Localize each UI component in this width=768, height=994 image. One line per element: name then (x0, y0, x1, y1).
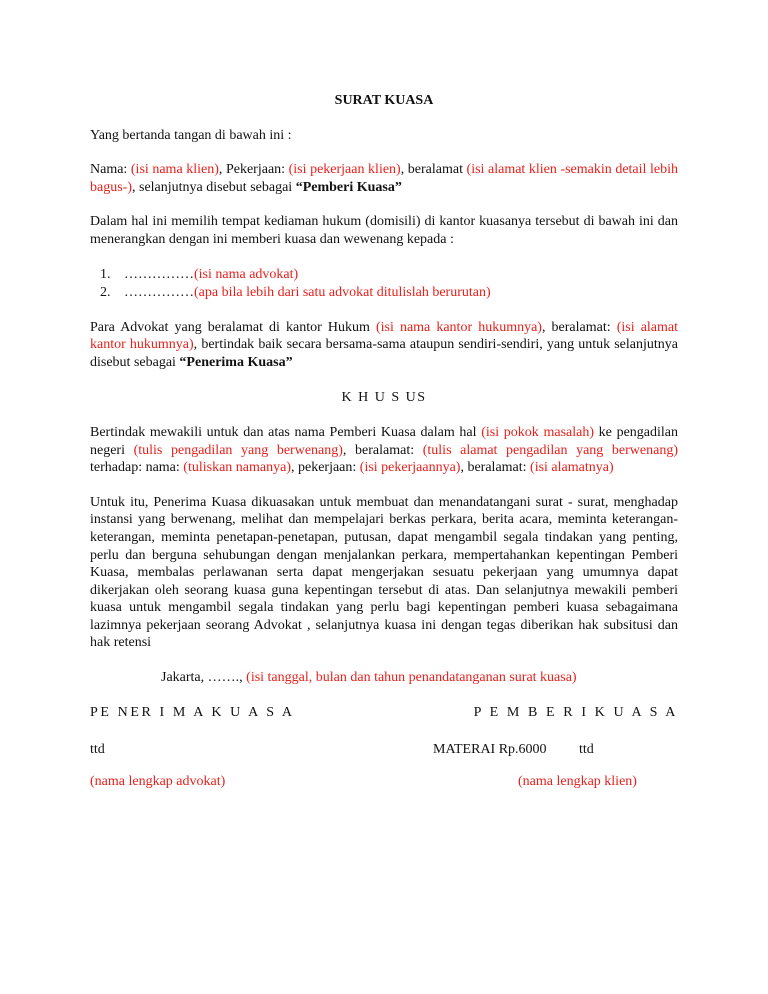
place-date-line (90, 669, 678, 687)
advocate-para-text: , beralamat: (541, 319, 617, 335)
document-title: SURAT KUASA (334, 93, 434, 108)
action-text: ke pengadilan negeri (90, 424, 678, 458)
client-text: , beralamat (400, 162, 467, 178)
client-paragraph (90, 161, 678, 196)
client-text: Nama: (90, 162, 131, 178)
opponent-job-placeholder: (isi pekerjaannya) (359, 460, 461, 476)
intro-line: Yang bertanda tangan di bawah ini : (90, 127, 292, 143)
domicile-paragraph: Dalam hal ini memilih tempat kediaman hukum (domisili) di kantor kuasanya tersebut di bawah ini dan menerangkan dengan ini memberi kuasa dan wewenang kepada : (90, 214, 678, 247)
action-text: , beralamat: (342, 442, 423, 458)
signature-labels (90, 704, 678, 722)
advocate-para-text: , bertindak baik secara bersama-sama ataupun sendiri-sendiri, yang untuk selanjutnya disebut sebagai (90, 337, 678, 370)
action-text: terhadap: nama: (90, 460, 184, 476)
client-text: , Pekerjaan: (218, 162, 289, 178)
matter-placeholder: (isi pokok masalah) (481, 424, 594, 440)
action-text: , beralamat: (460, 460, 531, 476)
advocate-list (90, 266, 678, 302)
giver-ttd: ttd (579, 742, 594, 758)
penerima-kuasa-term: “Penerima Kuasa” (179, 354, 293, 370)
opponent-address-placeholder: (isi alamatnya) (530, 460, 614, 476)
authority-paragraph: Untuk itu, Penerima Kuasa dikuasakan untuk membuat dan menandatangani surat - surat, menghadap instansi yang berwenang, melihat dan mempelajari berkas perkara, berita acara, meminta keterangan-keterangan, meminta penetapan-penetapan, putusan, dapat mengambil segala tindakan yang penting, perlu dan berguna sehubungan dengan menjalankan perkara, mempertahankan kepentingan Pemberi Kuasa, membalas perlawanan serta dapat mengerjakan sesuatu pekerjaan yang umumnya dapat dikerjakan oleh seorang kuasa guna kepentingan tersebut di atas. Dan selanjutnya mewakili pemberi kuasa untuk mengambil segala tindakan yang perlu bagi kepentingan pemberi kuasa sebagaimana lazimnya pekerjaan seorang Advokat , selanjutnya kuasa ini dengan tegas diberikan hak subsitusi dan hak retensi (90, 494, 678, 651)
letter-body (90, 92, 678, 791)
advocate-dots: …………… (124, 284, 194, 300)
client-name-placeholder: (isi nama klien) (130, 162, 219, 178)
advocate-paragraph (90, 319, 678, 372)
court-placeholder: (tulis pengadilan yang berwenang) (133, 442, 343, 458)
giver-label: P E M B E R I K U A S A (473, 704, 678, 720)
law-office-address-placeholder: (isi alamat kantor hukumnya) (90, 319, 679, 353)
khusus-heading: K H U S US (341, 390, 427, 406)
pemberi-kuasa-term: “Pemberi Kuasa” (295, 179, 402, 195)
materai-stamp-label: MATERAI Rp.6000 (433, 742, 547, 758)
advocate-item (114, 284, 678, 302)
client-text: , selanjutnya disebut sebagai (132, 179, 296, 195)
opponent-name-placeholder: (tuliskan namanya) (183, 460, 291, 476)
date-placeholder: (isi tanggal, bulan dan tahun penandatanganan surat kuasa) (246, 670, 577, 686)
client-job-placeholder: (isi pekerjaan klien) (288, 162, 401, 178)
action-text: , pekerjaan: (290, 460, 360, 476)
signature-names (90, 773, 678, 791)
client-fullname-placeholder: (nama lengkap klien) (518, 774, 637, 790)
receiver-label: PE NER I M A K U A S A (90, 704, 295, 720)
city-text: Jakarta, ……., (161, 670, 247, 686)
receiver-ttd: ttd (90, 742, 105, 758)
law-office-placeholder: (isi nama kantor hukumnya) (375, 319, 542, 335)
client-address-placeholder: (isi alamat klien -semakin detail lebih bagus-) (90, 162, 678, 195)
advocate-placeholder: (isi nama advokat) (194, 266, 299, 282)
action-text: Bertindak mewakili untuk dan atas nama Pemberi Kuasa dalam hal (90, 424, 482, 440)
action-paragraph (90, 424, 678, 477)
advocate-fullname-placeholder: (nama lengkap advokat) (90, 774, 226, 790)
advocate-dots: …………… (124, 266, 194, 282)
advocate-placeholder: (apa bila lebih dari satu advokat ditulislah berurutan) (194, 284, 491, 300)
advocate-para-text: Para Advokat yang beralamat di kantor Hukum (90, 319, 376, 335)
signature-marks (90, 741, 678, 759)
advocate-item (114, 266, 678, 284)
court-address-placeholder: (tulis alamat pengadilan yang berwenang) (422, 442, 678, 458)
